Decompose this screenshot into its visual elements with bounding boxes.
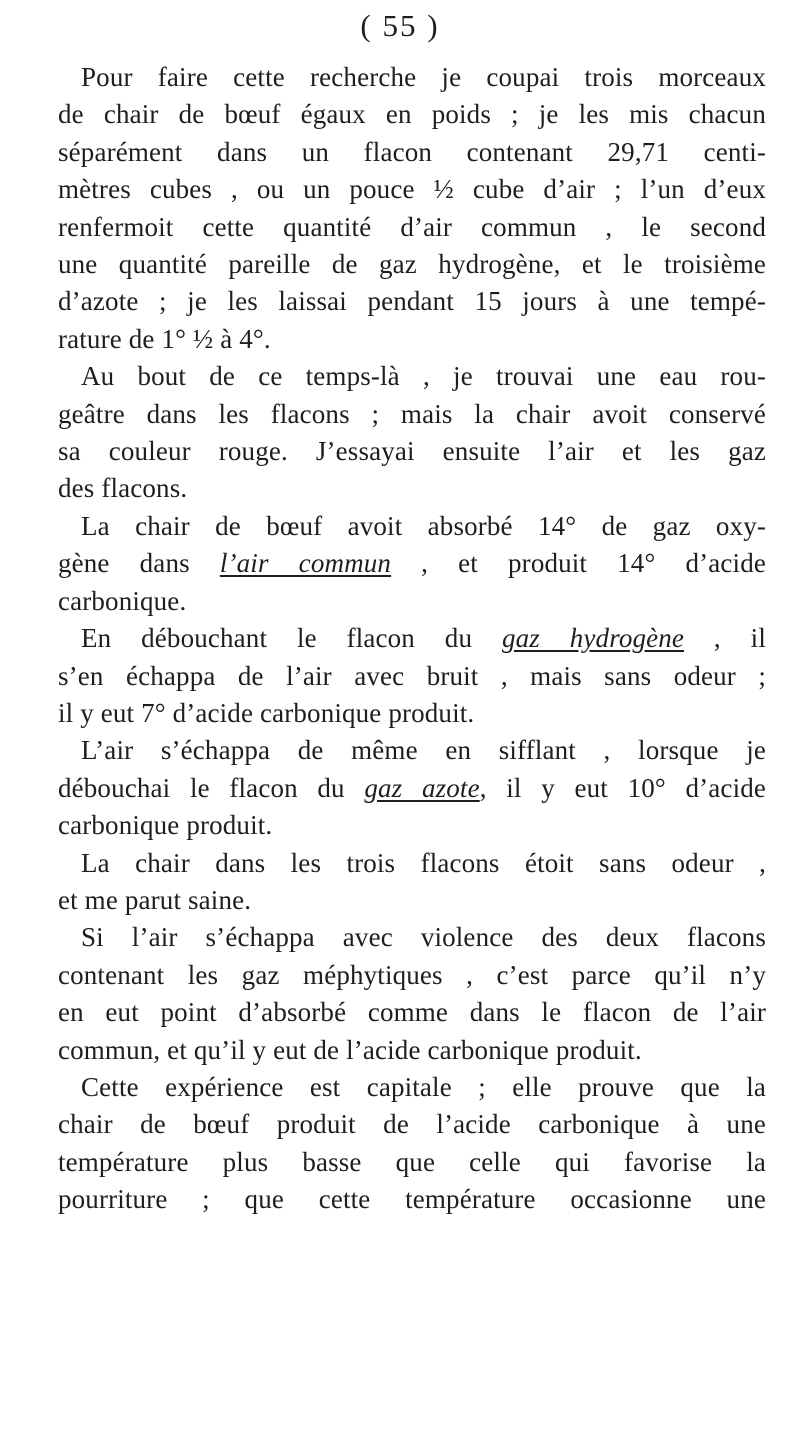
text-line: d’azote ; je les laissai pendant 15 jours à une tempé- <box>58 286 766 317</box>
text-line: La chair dans les trois flacons étoit sans odeur , <box>81 847 766 878</box>
page-number: ( 55 ) <box>360 8 440 43</box>
paragraph <box>58 358 766 508</box>
text-line: s’en échappa de l’air avec bruit , mais sans odeur ; <box>58 660 766 691</box>
text-line: et me parut saine. <box>58 884 252 915</box>
paragraph <box>58 845 766 920</box>
text-line: pourriture ; que cette température occasionne une <box>58 1184 766 1215</box>
paragraph <box>58 508 766 620</box>
body-text <box>58 59 766 1219</box>
text-line: gène dans l’air commun , et produit 14° d’acide <box>58 548 766 579</box>
text-line: en eut point d’absorbé comme dans le flacon de l’air <box>58 997 766 1028</box>
text-line: Cette expérience est capitale ; elle prouve que la <box>81 1071 766 1102</box>
paragraph <box>58 59 766 358</box>
paragraph <box>58 919 766 1069</box>
text-line: contenant les gaz méphytiques , c’est parce qu’il n’y <box>58 959 766 990</box>
text-line: mètres cubes , ou un pouce ½ cube d’air ; l’un d’eux <box>58 174 766 205</box>
text-line: renfermoit cette quantité d’air commun , le second <box>58 211 766 242</box>
text-line: une quantité pareille de gaz hydrogène, et le troisième <box>58 249 766 280</box>
text-line: débouchai le flacon du gaz azote, il y eut 10° d’acide <box>58 772 766 803</box>
text-line: rature de 1° ½ à 4°. <box>58 323 271 354</box>
text-line: La chair de bœuf avoit absorbé 14° de gaz oxy- <box>81 510 766 541</box>
text-line: sa couleur rouge. J’essayai ensuite l’air et les gaz <box>58 436 766 467</box>
text-line: En débouchant le flacon du gaz hydrogène , il <box>81 623 766 654</box>
text-line: Au bout de ce temps-là , je trouvai une eau rou- <box>81 361 766 392</box>
paragraph <box>58 620 766 732</box>
text-line: L’air s’échappa de même en sifflant , lorsque je <box>81 735 766 766</box>
text-line: séparément dans un flacon contenant 29,71 centi- <box>58 136 766 167</box>
text-line: carbonique produit. <box>58 810 273 841</box>
text-line: de chair de bœuf égaux en poids ; je les mis chacun <box>58 99 766 130</box>
text-line: Pour faire cette recherche je coupai trois morceaux <box>81 62 766 92</box>
text-line: chair de bœuf produit de l’acide carbonique à une <box>58 1109 766 1140</box>
text-line: carbonique. <box>58 585 187 616</box>
text-line: geâtre dans les flacons ; mais la chair avoit conservé <box>58 398 766 429</box>
text-line: Si l’air s’échappa avec violence des deux flacons <box>81 922 766 953</box>
paragraph <box>58 732 766 844</box>
text-line: température plus basse que celle qui favorise la <box>58 1146 766 1177</box>
text-line: des flacons. <box>58 473 188 504</box>
text-line: il y eut 7° d’acide carbonique produit. <box>58 697 475 728</box>
paragraph <box>58 1069 766 1219</box>
text-line: commun, et qu’il y eut de l’acide carbonique produit. <box>58 1034 642 1065</box>
